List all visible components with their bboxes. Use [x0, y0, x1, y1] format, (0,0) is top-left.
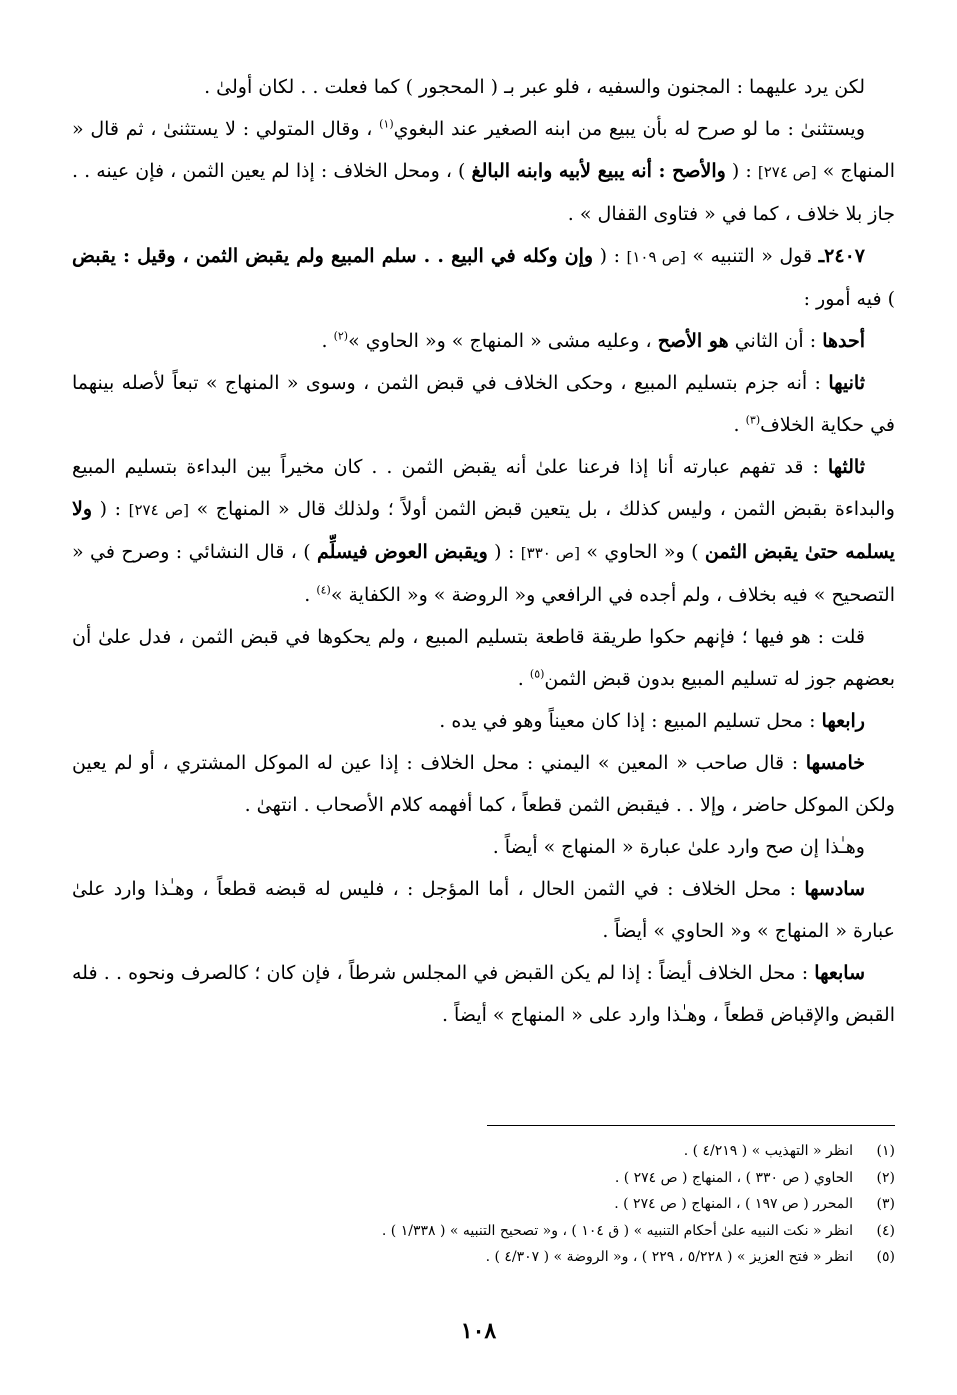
footnote	[72, 1191, 895, 1218]
bold-text: سادسها	[804, 878, 865, 900]
paragraph	[72, 320, 895, 362]
bold-text: والأصح : أنه يبيع لأبيه وابنه البالغ	[471, 160, 726, 182]
footnote-marker: (٣)	[745, 413, 761, 427]
text-run: .	[517, 668, 530, 690]
text-run: ويستثنىٰ : ما لو صرح له بأن يبيع من ابنه الصغير عند البغوي	[393, 118, 866, 140]
paragraph	[72, 66, 895, 108]
footnote-number: (١)	[876, 1143, 895, 1159]
footnote-marker: (١)	[379, 117, 394, 131]
paragraph	[72, 235, 895, 320]
text-run: ، وقال المتولي : لا يستثنىٰ ، ثم قال « المنهاج »	[72, 118, 895, 182]
footnote	[72, 1244, 895, 1271]
paragraph	[72, 616, 895, 700]
page-reference: [ص ١٠٩]	[626, 248, 686, 266]
footnote	[72, 1218, 895, 1245]
page-reference: [ص ٣٣٠]	[520, 544, 580, 562]
main-text	[72, 66, 895, 1036]
paragraph	[72, 362, 895, 446]
paragraph	[72, 108, 895, 235]
text-run: : محل الخلاف : في الثمن الحال ، أما المؤجل : ، فليس له قبضه قطعاً ، وهـٰذا وارد علىٰ عبارة « المنهاج » و« الحاوي » أيضاً .	[72, 878, 895, 942]
bold-text: ويقبض العوض فيسلِّم	[317, 541, 488, 563]
text-run: .	[733, 414, 746, 436]
text-run: : (	[725, 160, 758, 182]
text-run: : (	[92, 498, 129, 520]
paragraph	[72, 826, 895, 868]
text-run: ، وعليه مشى « المنهاج » و« الحاوي »	[348, 330, 658, 352]
footnote-marker: (٤)	[316, 583, 331, 597]
text-run: : (	[593, 245, 627, 267]
text-run: .	[321, 330, 334, 352]
footnotes	[72, 1138, 895, 1271]
text-run: قلت : هو فيها ؛ فإنهم حكوا طريقة قاطعة بتسليم المبيع ، ولم يحكوها في قبض الثمن ، فدل علىٰ أن بعضهم جوز له تسليم المبيع بدون قبض الثمن	[72, 626, 895, 690]
text-run: : أنه جزم بتسليم المبيع ، وحكى الخلاف في قبض الثمن ، وسوى « المنهاج » تبعاً لأصله بينهما في حكاية الخلاف	[72, 372, 895, 436]
bold-text: ثانيها	[828, 372, 865, 394]
text-run: : (	[487, 541, 521, 563]
paragraph	[72, 700, 895, 742]
text-run: ) ، قال النشائي : وصرح في « التصحيح » فيه بخلاف ، ولم أجده في الرافعي و« الروضة » و« الكفاية »	[72, 541, 895, 606]
footnote-number: (٤)	[876, 1222, 895, 1239]
page-reference: [ص ٢٧٤]	[128, 501, 189, 519]
text-run: وهـٰذا إن صح وارد علىٰ عبارة « المنهاج » أيضاً .	[492, 836, 865, 858]
footnote-text: المحرر ( ص ١٩٧ ) ، المنهاج ( ص ٢٧٤ ) .	[614, 1196, 853, 1212]
bold-text: سابعها	[814, 962, 865, 984]
footnote-number: (٢)	[876, 1169, 895, 1186]
bold-text: رابعها	[821, 710, 865, 732]
paragraph	[72, 446, 895, 616]
page-number: ١٠٨	[460, 1318, 497, 1344]
bold-text: ولا يسلمه حتىٰ يقبض الثمن	[72, 498, 895, 563]
text-run: : أن الثاني	[728, 330, 823, 352]
footnote-number: (٣)	[876, 1196, 895, 1212]
bold-text: أحدها	[822, 330, 865, 352]
text-run: : قد تفهم عبارته أنا إذا فرعنا علىٰ أنه يقبض الثمن . . كان مخيراً بين البداءة بتسليم المبيع والبداءة بقبض الثمن ، وليس كذلك ، بل يتعين قبض الثمن أولاً ؛ ولذلك قال « المنهاج »	[72, 456, 895, 520]
footnote-text: الحاوي ( ص ٣٣٠ ) ، المنهاج ( ص ٢٧٤ ) .	[614, 1169, 853, 1186]
paragraph	[72, 952, 895, 1036]
paragraph	[72, 742, 895, 826]
text-run: ) و« الحاوي »	[579, 541, 705, 563]
footnote-text: انظر « فتح العزيز » ( ٥/٢٢٨ ، ٢٢٩ ) ، و« الروضة » ( ٤/٣٠٧ ) .	[485, 1249, 853, 1265]
bold-text: ٢٤٠٧ـ	[818, 245, 865, 267]
text-run: : قال صاحب « المعين » اليمني : محل الخلاف : إذا عين له الموكل المشتري ، أو لم يعين ولكن الموكل حاضر ، وإلا . . فيقبض الثمن قطعاً ، كما أفهمه كلام الأصحاب . انتهىٰ .	[72, 752, 895, 816]
text-run: ) فيه أمور :	[803, 288, 895, 310]
text-run: : محل تسليم المبيع : إذا كان معيناً وهو في يده .	[439, 710, 822, 732]
text-run: لكن يرد عليهما : المجنون والسفيه ، فلو عبر بـ ( المحجور ) كما فعلت . . لكان أولىٰ .	[204, 76, 865, 98]
footnote-number: (٥)	[876, 1249, 895, 1265]
bold-text: وإن وكله في البيع . . سلم المبيع ولم يقبض الثمن ، وقيل : يقبض	[72, 245, 594, 267]
footnote-text: انظر « التهذيب » ( ٤/٢١٩ ) .	[683, 1143, 853, 1159]
text-run: قول « التنبيه »	[685, 245, 819, 267]
paragraph	[72, 868, 895, 952]
text-run: : محل الخلاف أيضاً : إذا لم يكن القبض في المجلس شرطاً ، فإن كان ؛ كالصرف ونحوه . . فله القبض والإقباض قطعاً ، وهـٰذا وارد على « المنهاج » أيضاً .	[72, 962, 895, 1026]
bold-text: هو الأصح	[657, 330, 729, 352]
footnote	[72, 1165, 895, 1192]
footnote-divider	[487, 1125, 895, 1126]
text-run: ) ، ومحل الخلاف : إذا لم يعين الثمن ، فإن عينه . . جاز بلا خلاف ، كما في « فتاوى القفال » .	[72, 160, 895, 225]
footnote-marker: (٥)	[529, 667, 545, 681]
bold-text: خامسها	[805, 752, 865, 774]
footnote-marker: (٢)	[333, 329, 349, 343]
footnote-text: انظر « نكت النبيه علىٰ أحكام التنبيه » ( ق ١٠٤ ) ، و« تصحيح التنبيه » ( ١/٣٣٨ ) .	[381, 1222, 853, 1239]
text-run: .	[304, 584, 317, 606]
page-reference: [ص ٢٧٤]	[757, 163, 817, 181]
footnote	[72, 1138, 895, 1165]
bold-text: ثالثها	[827, 456, 865, 478]
